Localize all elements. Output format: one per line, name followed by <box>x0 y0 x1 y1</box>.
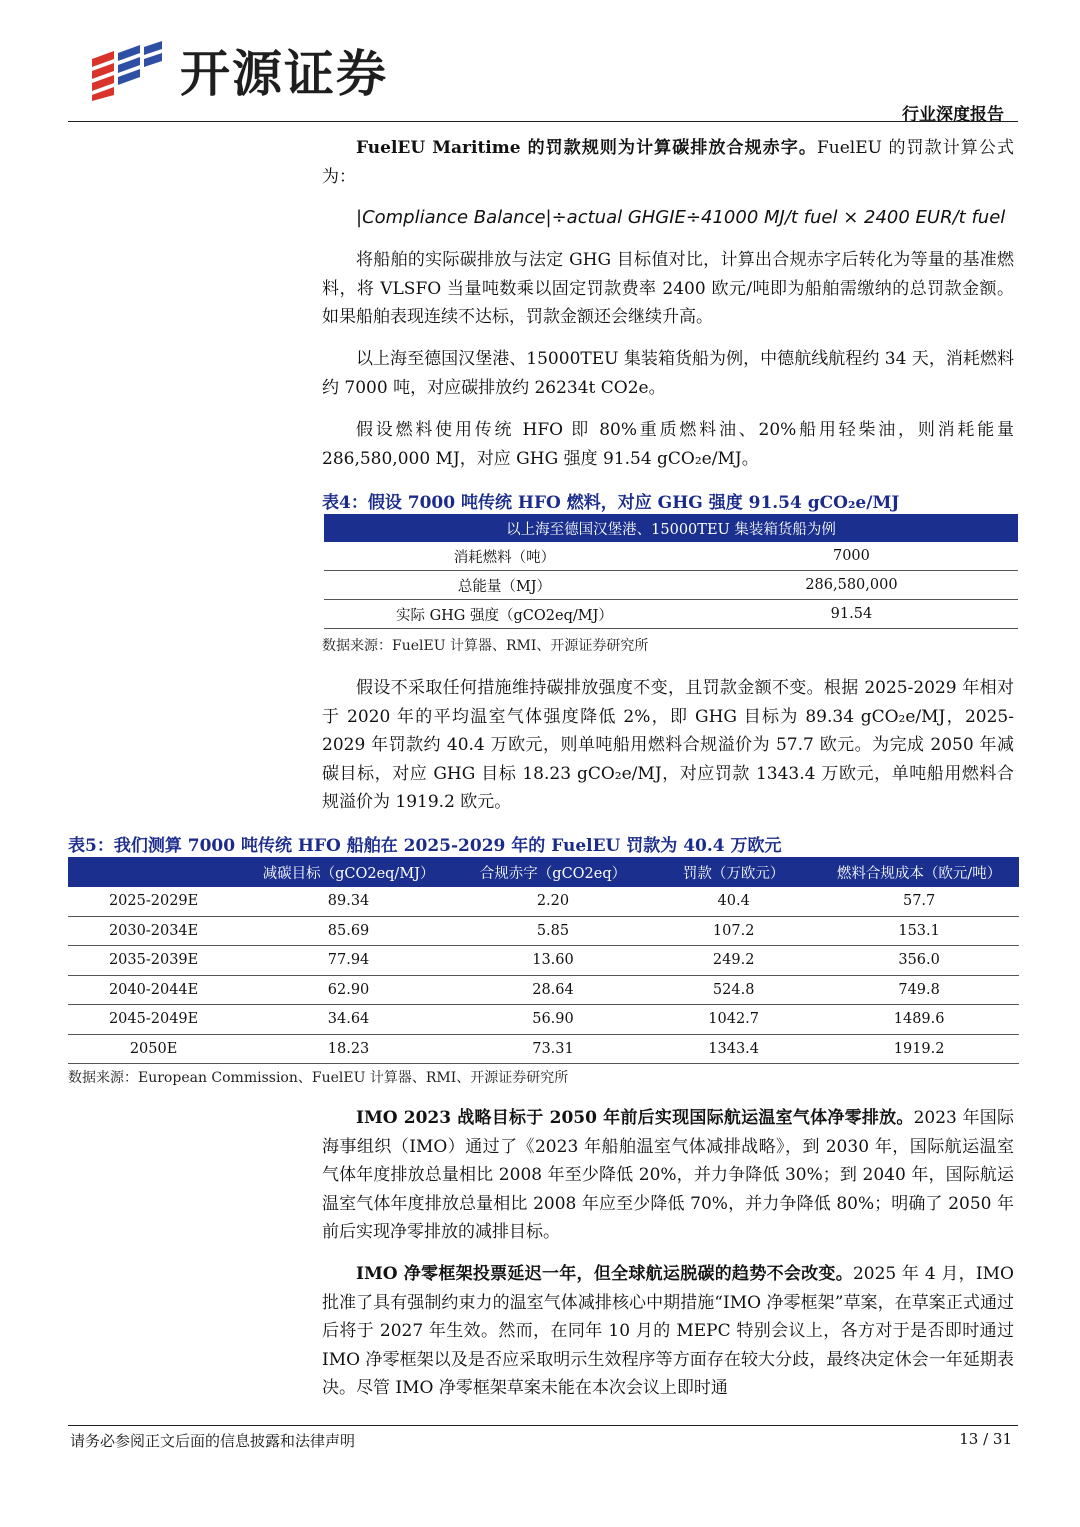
cell-period: 2025-2029E <box>68 887 239 916</box>
footer-divider <box>68 1425 1018 1426</box>
cell: 249.2 <box>648 946 819 976</box>
table-row <box>68 887 1019 916</box>
header-divider <box>68 121 1018 122</box>
cell: 89.34 <box>239 887 458 916</box>
cell-period: 2030-2034E <box>68 916 239 946</box>
cell: 1042.7 <box>648 1005 819 1035</box>
footer-disclaimer: 请务必参阅正文后面的信息披露和法律声明 <box>70 1432 356 1450</box>
table-row <box>68 916 1019 946</box>
paragraph-text: 2023 年国际海事组织（IMO）通过了《2023 年船舶温室气体减排战略》，到 2030 年，国际航运温室气体年度排放总量相比 2008 年至少降低 20%，并力争降低 30%；到 2040 年，国际航运温室气体年度排放总量相比 2008 年应至少降低 70%，并力争降低 80%；明确了 2050 年前后实现净零排放的减排目标。 <box>322 1108 1014 1242</box>
paragraph-imo-netzero <box>322 1260 1014 1403</box>
cell: 56.90 <box>458 1005 648 1035</box>
paragraph-text: 假设不采取任何措施维持碳排放强度不变，且罚款金额不变。根据 2025-2029 年相对于 2020 年的平均温室气体强度降低 2%，即 GHG 目标为 89.34 gCO₂e/MJ，2025-2029 年罚款约 40.4 万欧元，则单吨船用燃料合规溢价为 57.7 欧元。为完成 2050 年减碳目标，对应 GHG 目标 18.23 gCO₂e/MJ，对应罚款 1343.4 万欧元，单吨船用燃料合规溢价为 1919.2 欧元。 <box>322 678 1014 812</box>
cell-period: 2040-2044E <box>68 975 239 1005</box>
table-penalty-estimate <box>68 857 1019 1064</box>
cell: 57.7 <box>819 887 1019 916</box>
row-value: 286,580,000 <box>685 571 1018 600</box>
table-header: 以上海至德国汉堡港、15000TEU 集装箱货船为例 <box>324 514 1018 542</box>
cell: 5.85 <box>458 916 648 946</box>
paragraph-text: 将船舶的实际碳排放与法定 GHG 目标值对比，计算出合规赤字后转化为等量的基准燃料，将 VLSFO 当量吨数乘以固定罚款费率 2400 欧元/吨即为船舶需缴纳的总罚款金额。如果船舶表现连续不达标，罚款金额还会继续升高。 <box>322 250 1014 327</box>
cell: 153.1 <box>819 916 1019 946</box>
table-row <box>324 542 1018 571</box>
cell: 1919.2 <box>819 1034 1019 1064</box>
table-row <box>68 1034 1019 1064</box>
table5-source: 数据来源：European Commission、FuelEU 计算器、RMI、开源证券研究所 <box>68 1070 569 1086</box>
table-row <box>68 1005 1019 1035</box>
cell: 1489.6 <box>819 1005 1019 1035</box>
cell-period: 2045-2049E <box>68 1005 239 1035</box>
document-type: 行业深度报告 <box>902 105 1004 125</box>
column-header: 罚款（万欧元） <box>648 857 819 887</box>
row-label: 消耗燃料（吨） <box>324 542 685 571</box>
table-header-row <box>68 857 1019 887</box>
cell: 13.60 <box>458 946 648 976</box>
column-header: 燃料合规成本（欧元/吨） <box>819 857 1019 887</box>
cell: 749.8 <box>819 975 1019 1005</box>
column-header: 合规赤字（gCO2eq） <box>458 857 648 887</box>
paragraph-penalty-projection <box>322 674 1014 817</box>
row-label: 总能量（MJ） <box>324 571 685 600</box>
page-number: 13 / 31 <box>959 1430 1012 1448</box>
paragraph-penalty-explanation <box>322 246 1014 332</box>
cell: 62.90 <box>239 975 458 1005</box>
paragraph-hfo-assumption <box>322 416 1014 473</box>
cell: 34.64 <box>239 1005 458 1035</box>
cell: 524.8 <box>648 975 819 1005</box>
table-row <box>68 946 1019 976</box>
cell: 77.94 <box>239 946 458 976</box>
cell: 18.23 <box>239 1034 458 1064</box>
column-header <box>68 857 239 887</box>
paragraph-text: FuelEU 的罚款计算公式为： <box>322 138 1014 187</box>
cell: 73.31 <box>458 1034 648 1064</box>
brand-logo <box>88 34 388 106</box>
cell: 2.20 <box>458 887 648 916</box>
table-hfo-assumption <box>324 514 1018 629</box>
table4-source: 数据来源：FuelEU 计算器、RMI、开源证券研究所 <box>322 638 649 654</box>
column-header: 减碳目标（gCO2eq/MJ） <box>239 857 458 887</box>
cell-period: 2050E <box>68 1034 239 1064</box>
cell-period: 2035-2039E <box>68 946 239 976</box>
paragraph-fueleu-rule <box>322 134 1014 191</box>
paragraph-text: 假设燃料使用传统 HFO 即 80%重质燃料油、20%船用轻柴油，则消耗能量 286,580,000 MJ，对应 GHG 强度 91.54 gCO₂e/MJ。 <box>322 420 1014 469</box>
penalty-formula: |Compliance Balance|÷actual GHGIE÷41000 MJ/t fuel × 2400 EUR/t fuel <box>356 207 1006 228</box>
paragraph-text: 以上海至德国汉堡港、15000TEU 集装箱货船为例，中德航线航程约 34 天，消耗燃料约 7000 吨，对应碳排放约 26234t CO2e。 <box>322 349 1014 398</box>
table-row <box>324 600 1018 629</box>
table-row <box>324 571 1018 600</box>
row-value: 7000 <box>685 542 1018 571</box>
row-label: 实际 GHG 强度（gCO2eq/MJ） <box>324 600 685 629</box>
row-value: 91.54 <box>685 600 1018 629</box>
paragraph-imo-2023 <box>322 1104 1014 1247</box>
table5-caption: 表5：我们测算 7000 吨传统 HFO 船舶在 2025-2029 年的 FuelEU 罚款为 40.4 万欧元 <box>68 836 782 856</box>
cell: 28.64 <box>458 975 648 1005</box>
paragraph-lead: FuelEU Maritime 的罚款规则为计算碳排放合规赤字。 <box>356 138 817 158</box>
table4-caption: 表4：假设 7000 吨传统 HFO 燃料，对应 GHG 强度 91.54 gCO₂e/MJ <box>322 493 900 513</box>
table-row <box>68 975 1019 1005</box>
cell: 356.0 <box>819 946 1019 976</box>
cell: 107.2 <box>648 916 819 946</box>
cell: 40.4 <box>648 887 819 916</box>
cell: 1343.4 <box>648 1034 819 1064</box>
logo-mark-icon <box>88 39 166 101</box>
paragraph-text: 2025 年 4 月，IMO 批准了具有强制约束力的温室气体减排核心中期措施“IMO 净零框架”草案，在草案正式通过后将于 2027 年生效。然而，在同年 10 月的 MEPC 特别会议上，各方对于是否即时通过 IMO 净零框架以及是否应采取明示生效程序等方面存在较大分歧，最终决定休会一年延期表决。尽管 IMO 净零框架草案未能在本次会议上即时通 <box>322 1264 1014 1398</box>
logo-text: 开源证券 <box>180 45 388 103</box>
paragraph-example-route <box>322 345 1014 402</box>
cell: 85.69 <box>239 916 458 946</box>
paragraph-lead: IMO 净零框架投票延迟一年，但全球航运脱碳的趋势不会改变。 <box>356 1264 853 1284</box>
paragraph-lead: IMO 2023 战略目标于 2050 年前后实现国际航运温室气体净零排放。 <box>356 1108 914 1128</box>
